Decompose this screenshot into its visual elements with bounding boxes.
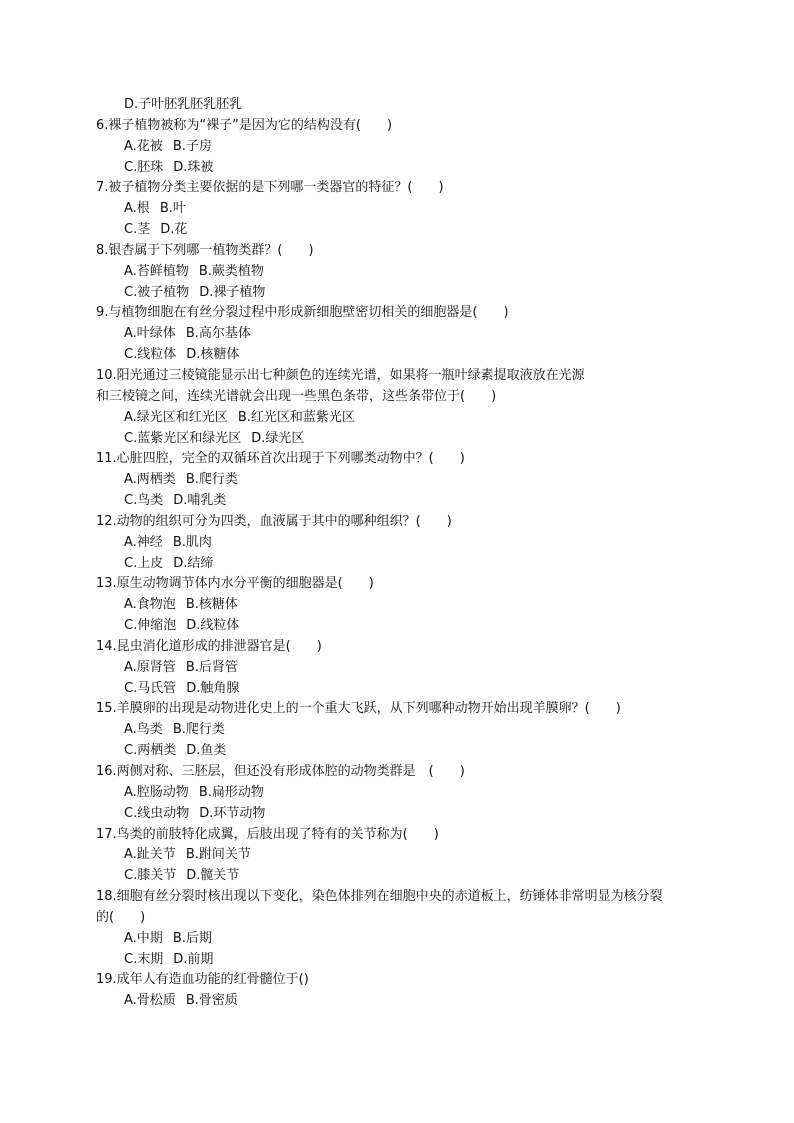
answer-options	[96, 991, 716, 1012]
question-text: 17.鸟类的前肢特化成翼，后肢出现了特有的关节称为( )	[96, 826, 439, 842]
option-b: B.后期	[172, 930, 212, 946]
answer-options	[96, 554, 716, 575]
question-text: 12.动物的组织可分为四类，血液属于其中的哪种组织？( )	[96, 513, 452, 529]
option-a: A.叶绿体	[124, 326, 176, 342]
option-a: C.被子植物	[124, 284, 190, 300]
answer-options	[96, 408, 716, 429]
option-a: C.线虫动物	[124, 805, 190, 821]
option-a: A.骨松质	[124, 993, 176, 1009]
option-a: A.苔鲜植物	[124, 263, 189, 279]
question-text: 6.裸子植物被称为“裸子”是因为它的结构没有( )	[96, 117, 393, 133]
answer-options	[96, 845, 716, 866]
option-a: C.线粒体	[124, 347, 177, 363]
option-a: C.膝关节	[124, 868, 177, 884]
answer-options	[96, 929, 716, 950]
question-text: 9.与植物细胞在有丝分裂过程中形成新细胞壁密切相关的细胞器是( )	[96, 305, 509, 321]
answer-options	[96, 158, 716, 179]
option-b: D.花	[160, 222, 188, 238]
question-list	[96, 95, 716, 1012]
question-text: 11.心脏四腔，完全的双循环首次出现于下列哪类动物中？( )	[96, 451, 465, 467]
option-b: B.爬行类	[172, 722, 225, 738]
option-a: C.茎	[124, 222, 151, 238]
option-a: A.趾关节	[124, 847, 176, 863]
option-b: D.珠被	[173, 159, 214, 175]
option-b: D.核糖体	[186, 347, 240, 363]
answer-options	[96, 866, 716, 887]
answer-options	[96, 283, 716, 304]
option-a: A.中期	[124, 930, 163, 946]
question-text: 18.细胞有丝分裂时核出现以下变化，染色体排列在细胞中央的赤道板上，纺锤体非常明显为核分裂	[96, 889, 663, 905]
option-b: B.子房	[172, 138, 212, 154]
option-a: C.上皮	[124, 555, 164, 571]
option-b: D.绿光区	[251, 430, 305, 446]
answer-options	[96, 616, 716, 637]
answer-options	[96, 429, 716, 450]
option-b: B.跗间关节	[185, 847, 251, 863]
question-text: 16.两侧对称、三胚层，但还没有形成体腔的动物类群是 ( )	[96, 764, 465, 779]
answer-options	[96, 783, 716, 804]
option-b: D.环节动物	[199, 805, 266, 821]
option-b: D.髋关节	[186, 868, 240, 884]
answer-options	[96, 595, 716, 616]
option-b: B.后肾管	[185, 659, 238, 675]
option-a: A.花被	[124, 138, 163, 154]
option-a: A.神经	[124, 534, 163, 550]
question-text: 19.成年人有造血功能的红骨髓位于()	[96, 972, 309, 988]
option-b: B.高尔基体	[185, 326, 251, 342]
option-b: B.红光区和蓝紫光区	[237, 409, 355, 425]
option-b: D.结缔	[173, 555, 214, 571]
option-b: B.核糖体	[185, 597, 238, 613]
question-text: 10.阳光通过三棱镜能显示出七种颜色的连续光谱，如果将一瓶叶绿素提取液放在光源	[96, 367, 585, 383]
option-b: D.鱼类	[186, 743, 227, 759]
answer-options	[96, 470, 716, 491]
question-text: 7.被子植物分类主要依据的是下列哪一类器官的特征？( )	[96, 180, 444, 196]
answer-options	[96, 804, 716, 825]
option-b: D.前期	[173, 951, 214, 967]
answer-options	[96, 137, 716, 158]
option-a: A.食物泡	[124, 597, 176, 613]
question-text: 8.银杏属于下列哪一植物类群？( )	[96, 242, 314, 258]
option-b: B.肌肉	[172, 534, 212, 550]
option-a: C.鸟类	[124, 493, 164, 509]
question-text: 的( )	[96, 909, 146, 925]
answer-options	[96, 345, 716, 366]
option-b: B.叶	[159, 201, 186, 217]
option-a: D.子叶胚乳胚乳胚乳	[124, 97, 243, 112]
option-b: B.爬行类	[185, 472, 238, 488]
question-text: 13.原生动物调节体内水分平衡的细胞器是( )	[96, 576, 374, 592]
answer-options	[96, 658, 716, 679]
answer-options	[96, 741, 716, 762]
option-a: A.鸟类	[124, 722, 163, 738]
answer-options	[96, 324, 716, 345]
option-b: B.蕨类植物	[198, 263, 264, 279]
option-b: B.骨密质	[185, 993, 238, 1009]
answer-options	[96, 950, 716, 971]
answer-options	[96, 491, 716, 512]
option-a: A.原肾管	[124, 659, 176, 675]
option-a: C.两栖类	[124, 743, 177, 759]
answer-options	[96, 720, 716, 741]
option-b: B.扁形动物	[198, 784, 264, 800]
option-a: A.两栖类	[124, 472, 176, 488]
answer-options	[96, 95, 716, 116]
answer-options	[96, 533, 716, 554]
option-a: C.蓝紫光区和绿光区	[124, 430, 242, 446]
option-b: D.线粒体	[186, 618, 240, 634]
option-a: C.胚珠	[124, 159, 164, 175]
option-a: C.伸缩泡	[124, 618, 177, 634]
option-b: D.哺乳类	[173, 493, 227, 509]
option-a: A.绿光区和红光区	[124, 409, 228, 425]
answer-options	[96, 679, 716, 700]
answer-options	[96, 199, 716, 220]
question-text: 和三棱镜之间，连续光谱就会出现一些黑色条带，这些条带位于( )	[96, 388, 497, 404]
option-b: D.裸子植物	[199, 284, 266, 300]
option-b: D.触角腺	[186, 680, 240, 696]
question-text: 14.昆虫消化道形成的排泄器官是( )	[96, 638, 322, 654]
answer-options	[96, 262, 716, 283]
option-a: C.马氏管	[124, 680, 177, 696]
option-a: C.末期	[124, 951, 164, 967]
option-a: A.根	[124, 201, 150, 217]
question-text: 15.羊膜卵的出现是动物进化史上的一个重大飞跃，从下列哪种动物开始出现羊膜卵？( )	[96, 701, 621, 717]
answer-options	[96, 220, 716, 241]
option-a: A.腔肠动物	[124, 784, 189, 800]
